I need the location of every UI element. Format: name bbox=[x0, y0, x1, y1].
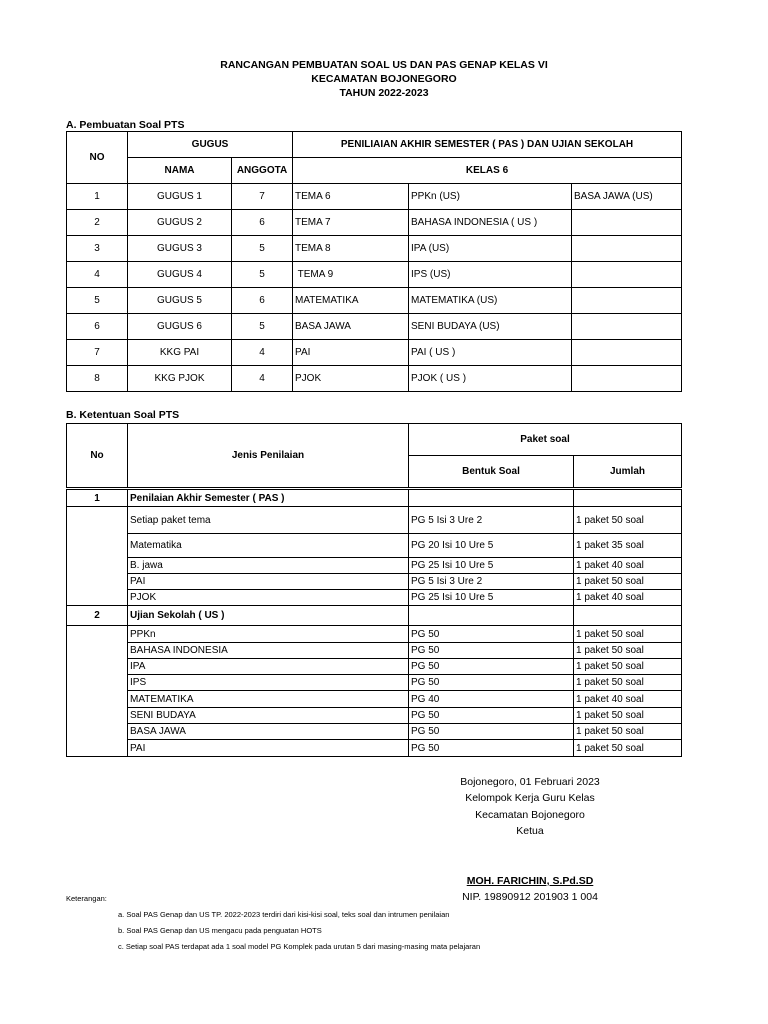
group-row-pas bbox=[67, 490, 682, 507]
note-a: a. Soal PAS Genap dan US TP. 2022-2023 terdiri dari kisi-kisi soal, teks soal dan intrumen penilaian bbox=[118, 910, 450, 919]
table-a-header-nama: NAMA bbox=[128, 158, 232, 184]
table-row bbox=[67, 558, 682, 574]
cell-jenis: MATEMATIKA bbox=[128, 691, 409, 708]
cell-us-subject: PPKn (US) bbox=[409, 184, 572, 210]
cell-jumlah: 1 paket 35 soal bbox=[574, 534, 682, 558]
table-row bbox=[67, 590, 682, 606]
cell-anggota: 5 bbox=[232, 236, 293, 262]
cell-tema: BASA JAWA bbox=[293, 314, 409, 340]
cell-us-subject: MATEMATIKA (US) bbox=[409, 288, 572, 314]
empty-cell bbox=[409, 490, 574, 507]
cell-us-subject: PJOK ( US ) bbox=[409, 366, 572, 392]
cell-nama: KKG PAI bbox=[128, 340, 232, 366]
note-c: c. Setiap soal PAS terdapat ada 1 soal model PG Komplek pada urutan 5 dari masing-masing mata pelajaran bbox=[118, 942, 481, 951]
cell-jenis: IPS bbox=[128, 675, 409, 691]
cell-tema: TEMA 6 bbox=[293, 184, 409, 210]
cell-anggota: 4 bbox=[232, 366, 293, 392]
cell-anggota: 6 bbox=[232, 210, 293, 236]
cell-jumlah: 1 paket 50 soal bbox=[574, 626, 682, 643]
cell-no: 6 bbox=[67, 314, 128, 340]
cell-extra-subject bbox=[572, 288, 682, 314]
group-title: Ujian Sekolah ( US ) bbox=[128, 606, 409, 626]
signature-org-1: Kelompok Kerja Guru Kelas bbox=[465, 792, 595, 804]
cell-bentuk: PG 25 Isi 10 Ure 5 bbox=[409, 558, 574, 574]
table-row bbox=[67, 184, 682, 210]
table-row bbox=[67, 507, 682, 534]
cell-bentuk: PG 20 Isi 10 Ure 5 bbox=[409, 534, 574, 558]
cell-extra-subject: BASA JAWA (US) bbox=[572, 184, 682, 210]
cell-anggota: 5 bbox=[232, 262, 293, 288]
group-no: 2 bbox=[67, 606, 128, 626]
note-b: b. Soal PAS Genap dan US mengacu pada penguatan HOTS bbox=[118, 926, 322, 935]
empty-cell bbox=[574, 606, 682, 626]
cell-jenis: SENI BUDAYA bbox=[128, 708, 409, 724]
cell-bentuk: PG 50 bbox=[409, 675, 574, 691]
cell-us-subject: IPA (US) bbox=[409, 236, 572, 262]
table-row bbox=[67, 740, 682, 757]
cell-jumlah: 1 paket 50 soal bbox=[574, 643, 682, 659]
cell-tema: TEMA 9 bbox=[293, 262, 409, 288]
cell-jenis: Setiap paket tema bbox=[128, 507, 409, 534]
section-a-label: A. Pembuatan Soal PTS bbox=[66, 119, 185, 131]
cell-bentuk: PG 50 bbox=[409, 708, 574, 724]
group-no-spacer bbox=[67, 626, 128, 757]
cell-nama: GUGUS 3 bbox=[128, 236, 232, 262]
cell-jenis: PAI bbox=[128, 740, 409, 757]
cell-jumlah: 1 paket 40 soal bbox=[574, 691, 682, 708]
cell-nama: GUGUS 6 bbox=[128, 314, 232, 340]
table-row bbox=[67, 262, 682, 288]
cell-nama: GUGUS 5 bbox=[128, 288, 232, 314]
table-b bbox=[66, 423, 682, 757]
cell-anggota: 7 bbox=[232, 184, 293, 210]
cell-nama: GUGUS 4 bbox=[128, 262, 232, 288]
cell-tema: PJOK bbox=[293, 366, 409, 392]
cell-extra-subject bbox=[572, 262, 682, 288]
cell-extra-subject bbox=[572, 236, 682, 262]
table-row bbox=[67, 574, 682, 590]
cell-jumlah: 1 paket 50 soal bbox=[574, 574, 682, 590]
cell-jumlah: 1 paket 50 soal bbox=[574, 659, 682, 675]
cell-extra-subject bbox=[572, 314, 682, 340]
cell-jenis: PJOK bbox=[128, 590, 409, 606]
table-row bbox=[67, 675, 682, 691]
cell-anggota: 4 bbox=[232, 340, 293, 366]
table-row bbox=[67, 314, 682, 340]
cell-nama: GUGUS 2 bbox=[128, 210, 232, 236]
cell-bentuk: PG 25 Isi 10 Ure 5 bbox=[409, 590, 574, 606]
group-title: Penilaian Akhir Semester ( PAS ) bbox=[128, 490, 409, 507]
cell-anggota: 5 bbox=[232, 314, 293, 340]
doc-title-line2: KECAMATAN BOJONEGORO bbox=[311, 73, 457, 85]
cell-us-subject: BAHASA INDONESIA ( US ) bbox=[409, 210, 572, 236]
cell-jenis: PAI bbox=[128, 574, 409, 590]
table-row bbox=[67, 534, 682, 558]
cell-no: 4 bbox=[67, 262, 128, 288]
cell-jumlah: 1 paket 40 soal bbox=[574, 590, 682, 606]
empty-cell bbox=[574, 490, 682, 507]
cell-bentuk: PG 50 bbox=[409, 626, 574, 643]
group-row-us bbox=[67, 606, 682, 626]
table-a-header-gugus: GUGUS bbox=[128, 132, 293, 158]
cell-jenis: IPA bbox=[128, 659, 409, 675]
table-a-header-pas-us: PENILIAIAN AKHIR SEMESTER ( PAS ) DAN UJIAN SEKOLAH bbox=[293, 132, 682, 158]
cell-jenis: B. jawa bbox=[128, 558, 409, 574]
cell-bentuk: PG 50 bbox=[409, 740, 574, 757]
table-a-header-anggota: ANGGOTA bbox=[232, 158, 293, 184]
cell-bentuk: PG 50 bbox=[409, 643, 574, 659]
cell-jumlah: 1 paket 40 soal bbox=[574, 558, 682, 574]
table-b-header-jumlah: Jumlah bbox=[574, 456, 682, 488]
table-row bbox=[67, 236, 682, 262]
empty-cell bbox=[409, 606, 574, 626]
doc-title-line3: TAHUN 2022-2023 bbox=[339, 87, 429, 99]
cell-jumlah: 1 paket 50 soal bbox=[574, 675, 682, 691]
cell-extra-subject bbox=[572, 210, 682, 236]
cell-nama: GUGUS 1 bbox=[128, 184, 232, 210]
cell-bentuk: PG 5 Isi 3 Ure 2 bbox=[409, 574, 574, 590]
cell-no: 7 bbox=[67, 340, 128, 366]
cell-tema: PAI bbox=[293, 340, 409, 366]
doc-title-line1: RANCANGAN PEMBUATAN SOAL US DAN PAS GENAP KELAS VI bbox=[220, 59, 548, 71]
cell-jumlah: 1 paket 50 soal bbox=[574, 724, 682, 740]
cell-bentuk: PG 50 bbox=[409, 724, 574, 740]
cell-jenis: Matematika bbox=[128, 534, 409, 558]
cell-bentuk: PG 50 bbox=[409, 659, 574, 675]
table-row bbox=[67, 366, 682, 392]
cell-bentuk: PG 5 Isi 3 Ure 2 bbox=[409, 507, 574, 534]
table-b-header-no: No bbox=[67, 424, 128, 488]
cell-nama: KKG PJOK bbox=[128, 366, 232, 392]
cell-extra-subject bbox=[572, 340, 682, 366]
cell-us-subject: IPS (US) bbox=[409, 262, 572, 288]
table-row bbox=[67, 288, 682, 314]
notes-label: Keterangan: bbox=[66, 894, 107, 903]
table-b-header-jenis: Jenis Penilaian bbox=[128, 424, 409, 488]
cell-bentuk: PG 40 bbox=[409, 691, 574, 708]
table-a bbox=[66, 131, 682, 392]
table-row bbox=[67, 643, 682, 659]
table-row bbox=[67, 659, 682, 675]
cell-anggota: 6 bbox=[232, 288, 293, 314]
cell-jenis: BAHASA INDONESIA bbox=[128, 643, 409, 659]
cell-us-subject: PAI ( US ) bbox=[409, 340, 572, 366]
table-row bbox=[67, 626, 682, 643]
cell-no: 1 bbox=[67, 184, 128, 210]
table-row bbox=[67, 691, 682, 708]
signature-nip: NIP. 19890912 201903 1 004 bbox=[462, 891, 598, 903]
group-no-spacer bbox=[67, 507, 128, 606]
cell-tema: MATEMATIKA bbox=[293, 288, 409, 314]
cell-jumlah: 1 paket 50 soal bbox=[574, 708, 682, 724]
cell-no: 5 bbox=[67, 288, 128, 314]
cell-tema: TEMA 7 bbox=[293, 210, 409, 236]
group-no: 1 bbox=[67, 490, 128, 507]
cell-extra-subject bbox=[572, 366, 682, 392]
table-row bbox=[67, 708, 682, 724]
cell-jumlah: 1 paket 50 soal bbox=[574, 507, 682, 534]
table-b-header-bentuk: Bentuk Soal bbox=[409, 456, 574, 488]
cell-no: 8 bbox=[67, 366, 128, 392]
cell-no: 2 bbox=[67, 210, 128, 236]
section-b-label: B. Ketentuan Soal PTS bbox=[66, 409, 180, 421]
cell-us-subject: SENI BUDAYA (US) bbox=[409, 314, 572, 340]
signature-org-2: Kecamatan Bojonegoro bbox=[475, 809, 585, 821]
table-row bbox=[67, 724, 682, 740]
table-row bbox=[67, 210, 682, 236]
cell-jumlah: 1 paket 50 soal bbox=[574, 740, 682, 757]
table-a-header-no: NO bbox=[67, 132, 128, 184]
table-b-header-paket: Paket soal bbox=[409, 424, 682, 456]
table-a-header-kelas: KELAS 6 bbox=[293, 158, 682, 184]
signature-place-date: Bojonegoro, 01 Februari 2023 bbox=[460, 776, 600, 788]
signature-name: MOH. FARICHIN, S.Pd.SD bbox=[466, 875, 594, 887]
cell-jenis: BASA JAWA bbox=[128, 724, 409, 740]
cell-no: 3 bbox=[67, 236, 128, 262]
cell-tema: TEMA 8 bbox=[293, 236, 409, 262]
cell-jenis: PPKn bbox=[128, 626, 409, 643]
signature-role: Ketua bbox=[516, 825, 544, 837]
table-row bbox=[67, 340, 682, 366]
